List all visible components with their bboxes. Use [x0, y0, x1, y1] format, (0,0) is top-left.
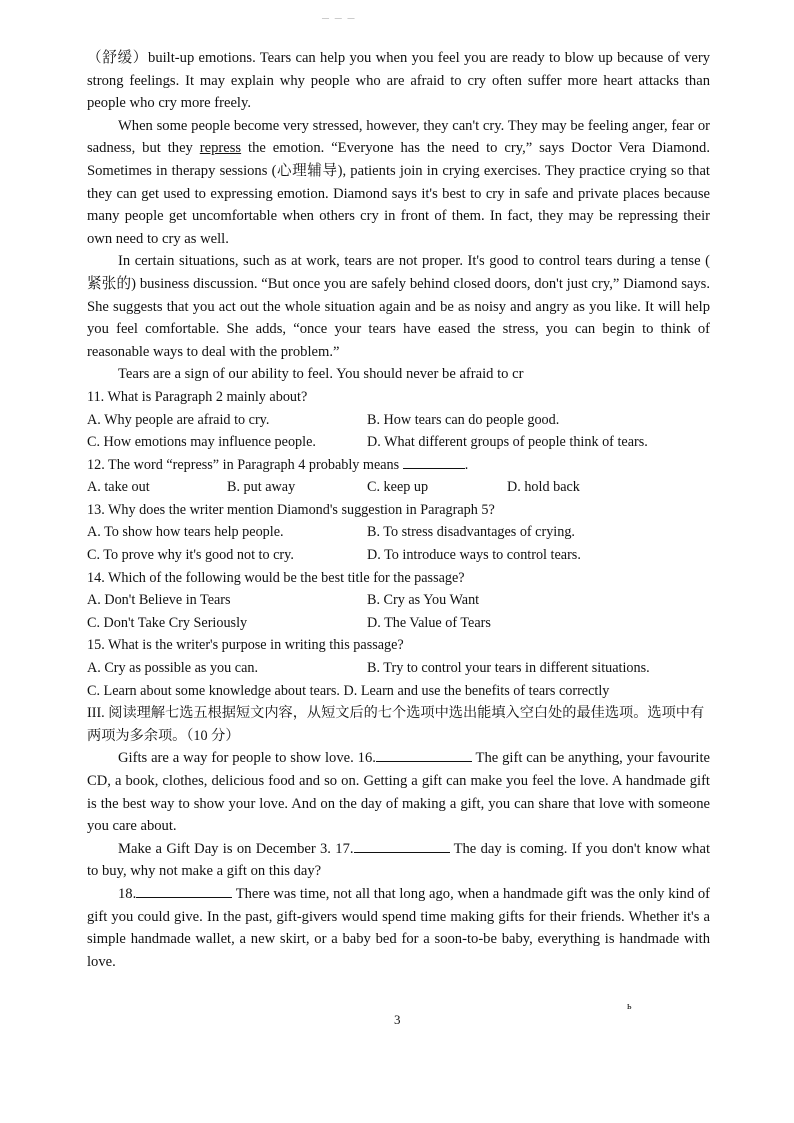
option-14-a[interactable]: A. Don't Believe in Tears	[87, 592, 231, 609]
page-content	[87, 47, 710, 973]
option-14-c[interactable]: C. Don't Take Cry Seriously	[87, 614, 248, 631]
option-11-c[interactable]: C. How emotions may influence people.	[87, 434, 316, 451]
question-14: 14. Which of the following would be the best title for the passage?	[87, 569, 465, 586]
option-13-a[interactable]: A. To show how tears help people.	[87, 524, 284, 541]
passage-paragraph-1: （舒缓）built-up emotions. Tears can help you when you feel you are ready to blow up because of very strong feelings. It may explain why people who are afraid to cry often suffer more heart attacks than people who cry more freely.	[87, 50, 710, 112]
option-14-b[interactable]: B. Cry as You Want	[367, 592, 480, 609]
question-11: 11. What is Paragraph 2 mainly about?	[87, 388, 308, 405]
section-3-p3-text-a: 18.	[118, 885, 137, 902]
question-11-options-row-1	[87, 409, 710, 432]
question-13-options-row-1	[87, 521, 710, 544]
option-12-b[interactable]: B. put away	[227, 479, 296, 496]
answer-blank-18[interactable]	[136, 883, 232, 898]
question-14-options-row-1	[87, 589, 710, 612]
corner-mark: ь	[627, 1001, 632, 1012]
passage-paragraph-4: Tears are a sign of our ability to feel. You should never be afraid to cr	[118, 366, 524, 383]
question-15-options-row-2	[87, 680, 710, 703]
header-mark: — — —	[322, 14, 357, 22]
question-12-end: .	[464, 456, 469, 473]
answer-blank-17[interactable]	[354, 838, 450, 853]
answer-blank-16[interactable]	[376, 747, 472, 762]
question-15-options-row-1	[87, 657, 710, 680]
question-14-options-row-2	[87, 612, 710, 635]
question-12-text: 12. The word “repress” in Paragraph 4 probably means	[87, 456, 403, 473]
section-3-p2-text-b: The day is coming. If you don't know what to buy, why not make a gift on this day?	[87, 840, 710, 880]
answer-blank-12[interactable]	[403, 454, 465, 469]
paragraph-2-text-b: the emotion. “Everyone has the need to cry,” says Doctor Vera Diamond. Sometimes in therapy sessions (心理辅导), patients join in crying exercises. They practice crying so that they can get used to expressing emotion. Diamond says it's best to cry in safe and private places because many people get uncomfortable when others cry in front of them. In fact, they may be repressing their own need to cry as well.	[87, 140, 710, 247]
question-11-options-row-2	[87, 431, 710, 454]
underlined-word-repress: repress	[199, 140, 242, 157]
option-13-c[interactable]: C. To prove why it's good not to cry.	[87, 547, 294, 564]
option-15-b[interactable]: B. Try to control your tears in different situations.	[367, 660, 650, 677]
page-number: 3	[394, 1012, 401, 1027]
passage-paragraph-2	[87, 115, 710, 251]
option-12-a[interactable]: A. take out	[87, 479, 150, 496]
section-3-heading: III. 阅读理解七选五根据短文内容，从短文后的七个选项中选出能填入空白处的最佳选项。选项中有两项为多余项。（10 分）	[87, 705, 705, 744]
passage-paragraph-3: In certain situations, such as at work, tears are not proper. It's good to control tears during a tense ( 紧张的) business discussion. “But once you are safely behind closed doors, don't just cry,” Diamond says. She suggests that you act out the whole situation again and be as noisy and angry as you like. It will help you feel comfortable. She adds, “once your tears have eased the stress, you can begin to think of reasonable ways to deal with the problem.”	[87, 253, 710, 360]
question-15: 15. What is the writer's purpose in writing this passage?	[87, 637, 404, 654]
option-11-a[interactable]: A. Why people are afraid to cry.	[87, 411, 270, 428]
option-12-c[interactable]: C. keep up	[367, 479, 429, 496]
option-14-d[interactable]: D. The Value of Tears	[367, 614, 491, 631]
section-3-p1-text-b: The gift can be anything, your favourite CD, a book, clothes, delicious food and so on. Getting a gift can make you feel the love. A handmade gift is the best way to show your love. And on the day of making a gift, you can share that love with someone you care about.	[87, 750, 710, 835]
section-3-paragraph-2	[87, 838, 710, 883]
section-3-p2-text-a: Make a Gift Day is on December 3. 17.	[118, 840, 354, 857]
option-15-a[interactable]: A. Cry as possible as you can.	[87, 660, 259, 677]
option-13-b[interactable]: B. To stress disadvantages of crying.	[367, 524, 575, 541]
question-12-options	[87, 476, 710, 499]
section-3-paragraph-3	[87, 883, 710, 973]
section-3-paragraph-1	[87, 747, 710, 837]
option-15-c-d[interactable]: C. Learn about some knowledge about tears. D. Learn and use the benefits of tears correctly	[87, 682, 610, 699]
question-13: 13. Why does the writer mention Diamond's suggestion in Paragraph 5?	[87, 501, 495, 518]
option-12-d[interactable]: D. hold back	[507, 479, 580, 496]
section-3-p3-text-b: There was time, not all that long ago, when a handmade gift was the only kind of gift you could give. In the past, gift-givers would spend time making gifts for their friends. Whether it's a simple handmade wallet, a new skirt, or a baby bed for a soon-to-be baby, everything is handmade with love.	[87, 885, 710, 970]
option-13-d[interactable]: D. To introduce ways to control tears.	[367, 547, 581, 564]
question-13-options-row-2	[87, 544, 710, 567]
option-11-b[interactable]: B. How tears can do people good.	[367, 411, 560, 428]
question-12	[87, 454, 710, 477]
paragraph-2-text-a: When some people become very stressed, however, they can't cry. They may be feeling anger, fear or sadness, but they	[87, 117, 710, 157]
section-3-p1-text-a: Gifts are a way for people to show love. 16.	[118, 750, 376, 767]
option-11-d[interactable]: D. What different groups of people think of tears.	[367, 434, 648, 451]
